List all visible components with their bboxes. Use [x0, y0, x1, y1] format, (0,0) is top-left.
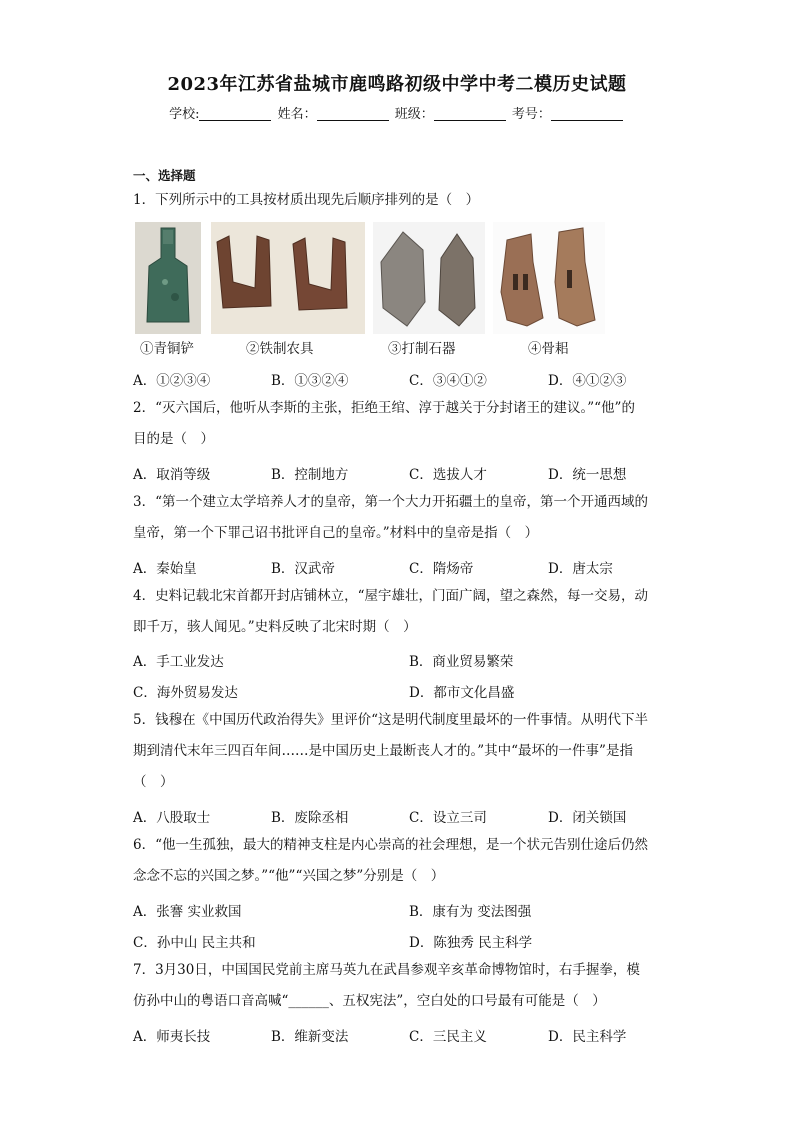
option-a[interactable]: A．师夷长技 [133, 1029, 211, 1045]
student-info-line [0, 103, 794, 122]
option-d[interactable]: D．唐太宗 [548, 561, 613, 577]
caption-chipped-stone: ③打制石器 [388, 341, 456, 357]
option-d[interactable]: D．④①②③ [548, 373, 627, 389]
question-line: 期到清代末年三四百年间……是中国历史上最断丧人才的。”其中“最坏的一件事”是指 [133, 743, 633, 759]
option-c[interactable]: C．设立三司 [409, 810, 487, 826]
question-line: 2．“灭六国后，他听从李斯的主张，拒绝王绾、淳于越关于分封诸王的建议。”“他”的 [133, 400, 635, 416]
option-c[interactable]: C．三民主义 [409, 1029, 487, 1045]
question-line: 目的是（ ） [133, 431, 214, 447]
option-b[interactable]: B．控制地方 [271, 467, 349, 483]
question-5-options [133, 806, 663, 826]
question-1 [133, 185, 663, 216]
option-c[interactable]: C．海外贸易发达 [133, 685, 238, 701]
option-b[interactable]: B．废除丞相 [271, 810, 349, 826]
question-line: 仿孙中山的粤语口音高喊“______、五权宪法”，空白处的口号最有可能是（ ） [133, 993, 606, 1009]
name-blank [317, 106, 389, 121]
class-label: 班级： [394, 107, 434, 122]
school-label: 学校: [169, 107, 200, 122]
question-line: 3．“第一个建立太学培养人才的皇帝，第一个大力开拓疆土的皇帝，第一个开通西域的 [133, 494, 648, 510]
option-b[interactable]: B．汉武帝 [271, 561, 335, 577]
option-a[interactable]: A．①②③④ [133, 373, 211, 389]
option-c[interactable]: C．隋炀帝 [409, 561, 474, 577]
option-c[interactable]: C．③④①② [409, 373, 487, 389]
question-4 [133, 581, 663, 643]
option-a[interactable]: A．秦始皇 [133, 561, 197, 577]
option-b[interactable]: B．商业贸易繁荣 [409, 654, 514, 670]
school-blank [199, 106, 271, 121]
page-title: 2023年江苏省盐城市鹿鸣路初级中学中考二模历史试题 [167, 74, 627, 95]
question-line: 1．下列所示中的工具按材质出现先后顺序排列的是（ ） [133, 192, 480, 208]
option-c[interactable]: C．孙中山 民主共和 [133, 935, 256, 951]
caption-iron-tools: ②铁制农具 [246, 341, 314, 357]
option-d[interactable]: D．陈独秀 民主科学 [409, 935, 533, 951]
option-a[interactable]: A．取消等级 [133, 467, 211, 483]
option-a[interactable]: A．八股取士 [133, 810, 211, 826]
name-label: 姓名： [277, 107, 317, 122]
question-3-options [133, 557, 663, 577]
question-7 [133, 955, 663, 1017]
question-7-options [133, 1025, 663, 1045]
question-line: 皇帝，第一个下罪己诏书批评自己的皇帝。”材料中的皇帝是指（ ） [133, 525, 539, 541]
question-line: 7．3月30日，中国国民党前主席马英九在武昌参观辛亥革命博物馆时，右手握拳，模 [133, 962, 640, 978]
question-2 [133, 393, 663, 455]
question-6-options-row1 [133, 900, 663, 920]
bronze-spade-image [135, 222, 201, 334]
figure-captions [140, 337, 600, 357]
option-b[interactable]: B．康有为 变法图强 [409, 904, 532, 920]
class-blank [434, 106, 506, 121]
question-line: 4．史料记载北宋首都开封店铺林立，“屋宇雄壮，门面广阔，望之森然，每一交易，动 [133, 588, 648, 604]
tools-figure [135, 222, 605, 334]
number-blank [551, 106, 623, 121]
question-line: 即千万，骇人闻见。”史料反映了北宋时期（ ） [133, 619, 417, 635]
option-b[interactable]: B．维新变法 [271, 1029, 349, 1045]
question-2-options [133, 463, 663, 483]
caption-bone-plough: ④骨耜 [528, 341, 569, 357]
option-b[interactable]: B．①③②④ [271, 373, 349, 389]
question-6-options-row2 [133, 931, 663, 951]
option-d[interactable]: D．都市文化昌盛 [409, 685, 515, 701]
question-6 [133, 830, 663, 892]
chipped-stone-image [373, 222, 485, 334]
option-d[interactable]: D．民主科学 [548, 1029, 627, 1045]
question-4-options-row2 [133, 681, 663, 701]
option-a[interactable]: A．手工业发达 [133, 654, 224, 670]
iron-tools-image [211, 222, 365, 334]
option-d[interactable]: D．统一思想 [548, 467, 627, 483]
question-line: 念念不忘的兴国之梦。”“他”“兴国之梦”分别是（ ） [133, 868, 445, 884]
section-heading: 一、选择题 [133, 168, 196, 183]
option-c[interactable]: C．选拔人才 [409, 467, 487, 483]
question-line: 5．钱穆在《中国历代政治得失》里评价“这是明代制度里最坏的一件事情。从明代下半 [133, 712, 648, 728]
question-3 [133, 487, 663, 549]
question-1-options [133, 369, 663, 389]
bone-plough-image [493, 222, 605, 334]
number-label: 考号： [511, 107, 551, 122]
caption-bronze-spade: ①青铜铲 [140, 341, 194, 357]
question-4-options-row1 [133, 650, 663, 670]
question-5 [133, 705, 663, 798]
question-line: 6．“他一生孤独，最大的精神支柱是内心崇高的社会理想，是一个状元告别仕途后仍然 [133, 837, 648, 853]
option-d[interactable]: D．闭关锁国 [548, 810, 627, 826]
option-a[interactable]: A．张謇 实业救国 [133, 904, 242, 920]
question-line: （ ） [133, 774, 174, 790]
